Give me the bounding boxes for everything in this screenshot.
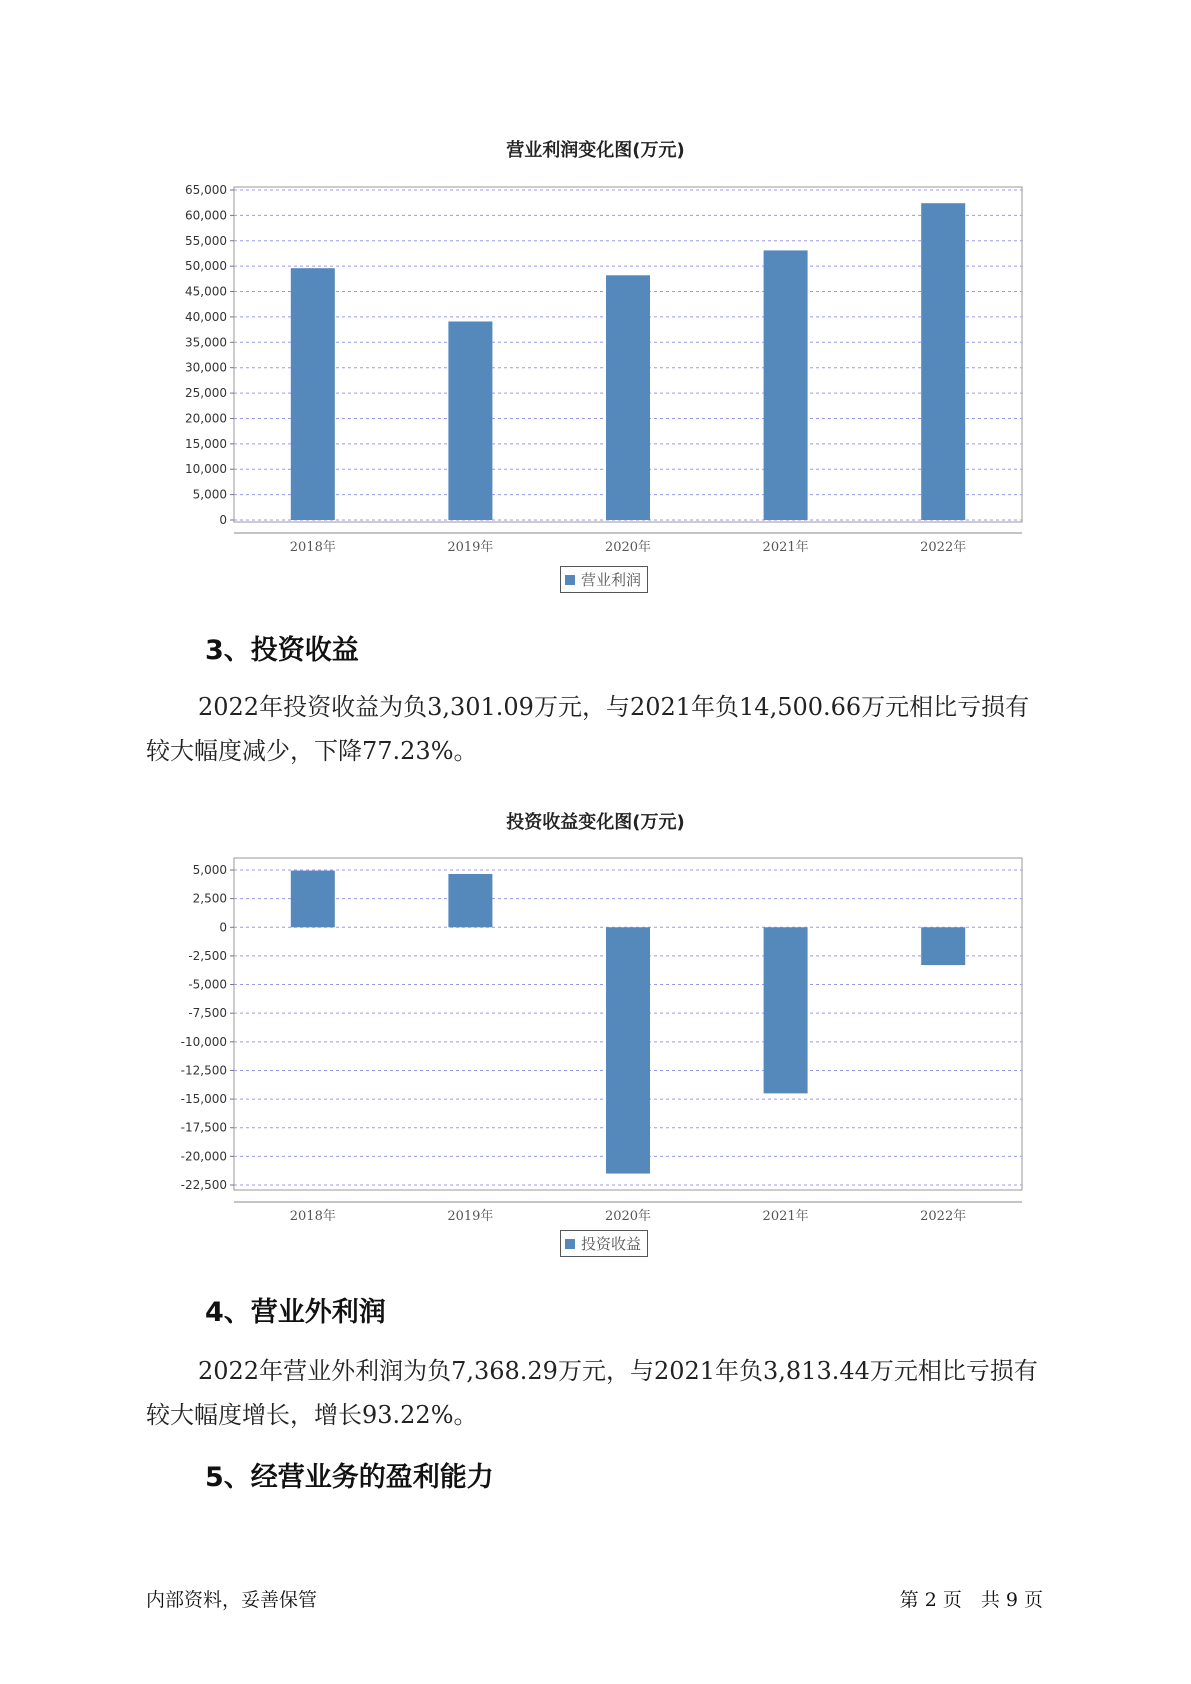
y-tick-label: 0	[219, 920, 227, 935]
y-tick-label: -15,000	[180, 1092, 227, 1107]
bar-2018年	[291, 268, 335, 520]
chart2-svg	[0, 840, 1191, 1240]
y-tick-label: 2,500	[192, 891, 227, 906]
y-tick-label: 40,000	[185, 309, 227, 324]
section-4-text: 2022年营业外利润为负7,368.29万元，与2021年负3,813.44万元相比亏损有较大幅度增长，增长93.22%。	[146, 1357, 1038, 1429]
section-3-heading: 3、投资收益	[205, 635, 359, 666]
x-tick-label: 2020年	[604, 540, 652, 555]
chart1-legend	[560, 566, 648, 593]
y-tick-label: 55,000	[185, 233, 227, 248]
bar-2019年	[448, 874, 492, 927]
section-3-text: 2022年投资收益为负3,301.09万元，与2021年负14,500.66万元相比亏损有较大幅度减少，下降77.23%。	[146, 693, 1030, 765]
footer-page-number: 第 2 页 共 9 页	[899, 1589, 1043, 1611]
x-tick-label: 2018年	[289, 1209, 336, 1224]
section-4-paragraph	[146, 1349, 1051, 1437]
chart1-title: 营业利润变化图(万元)	[506, 140, 685, 161]
y-tick-label: -10,000	[180, 1034, 227, 1049]
y-tick-label: -12,500	[180, 1063, 227, 1078]
bar-2022年	[921, 203, 965, 520]
x-tick-label: 2022年	[920, 540, 967, 555]
y-tick-label: 50,000	[185, 259, 227, 274]
y-tick-label: 30,000	[185, 360, 227, 375]
y-tick-label: 10,000	[185, 462, 227, 477]
y-tick-label: 45,000	[185, 284, 227, 299]
y-tick-label: -5,000	[188, 977, 227, 992]
x-tick-label: 2020年	[604, 1209, 652, 1224]
chart1-legend-label: 营业利润	[581, 571, 642, 589]
y-tick-label: -20,000	[180, 1149, 227, 1164]
chart2-legend	[560, 1230, 648, 1257]
y-tick-label: 65,000	[185, 183, 227, 197]
legend-swatch	[565, 1239, 575, 1249]
x-tick-label: 2019年	[447, 540, 494, 555]
footer-confidential-note: 内部资料，妥善保管	[146, 1589, 318, 1611]
section-4-heading: 4、营业外利润	[205, 1297, 386, 1328]
x-tick-label: 2019年	[447, 1209, 494, 1224]
bar-2019年	[448, 321, 492, 520]
chart2-legend-label: 投资收益	[581, 1235, 642, 1253]
y-tick-label: 15,000	[185, 436, 227, 451]
chart2-title: 投资收益变化图(万元)	[506, 812, 685, 833]
x-tick-label: 2021年	[762, 1209, 809, 1224]
y-tick-label: -22,500	[180, 1178, 227, 1192]
legend-swatch	[565, 575, 575, 585]
y-tick-label: 0	[219, 513, 227, 527]
y-tick-label: 5,000	[192, 487, 227, 502]
x-tick-label: 2021年	[762, 540, 809, 555]
y-tick-label: -17,500	[180, 1120, 227, 1135]
section-5-heading: 5、经营业务的盈利能力	[205, 1462, 494, 1493]
bar-2022年	[921, 927, 965, 965]
y-tick-label: 5,000	[192, 863, 227, 877]
bar-2020年	[606, 275, 650, 520]
y-tick-label: 35,000	[185, 335, 227, 350]
x-tick-label: 2022年	[920, 1209, 967, 1224]
y-tick-label: -2,500	[188, 948, 227, 963]
y-tick-label: 60,000	[185, 208, 227, 223]
x-tick-label: 2018年	[289, 540, 336, 555]
bar-2020年	[606, 927, 650, 1173]
bar-2021年	[764, 250, 808, 520]
chart1-svg	[0, 170, 1191, 570]
y-tick-label: -7,500	[188, 1006, 227, 1021]
bar-2018年	[291, 871, 335, 928]
y-tick-label: 20,000	[185, 411, 227, 426]
section-3-paragraph	[146, 685, 1051, 773]
bar-2021年	[764, 927, 808, 1093]
y-tick-label: 25,000	[185, 386, 227, 401]
